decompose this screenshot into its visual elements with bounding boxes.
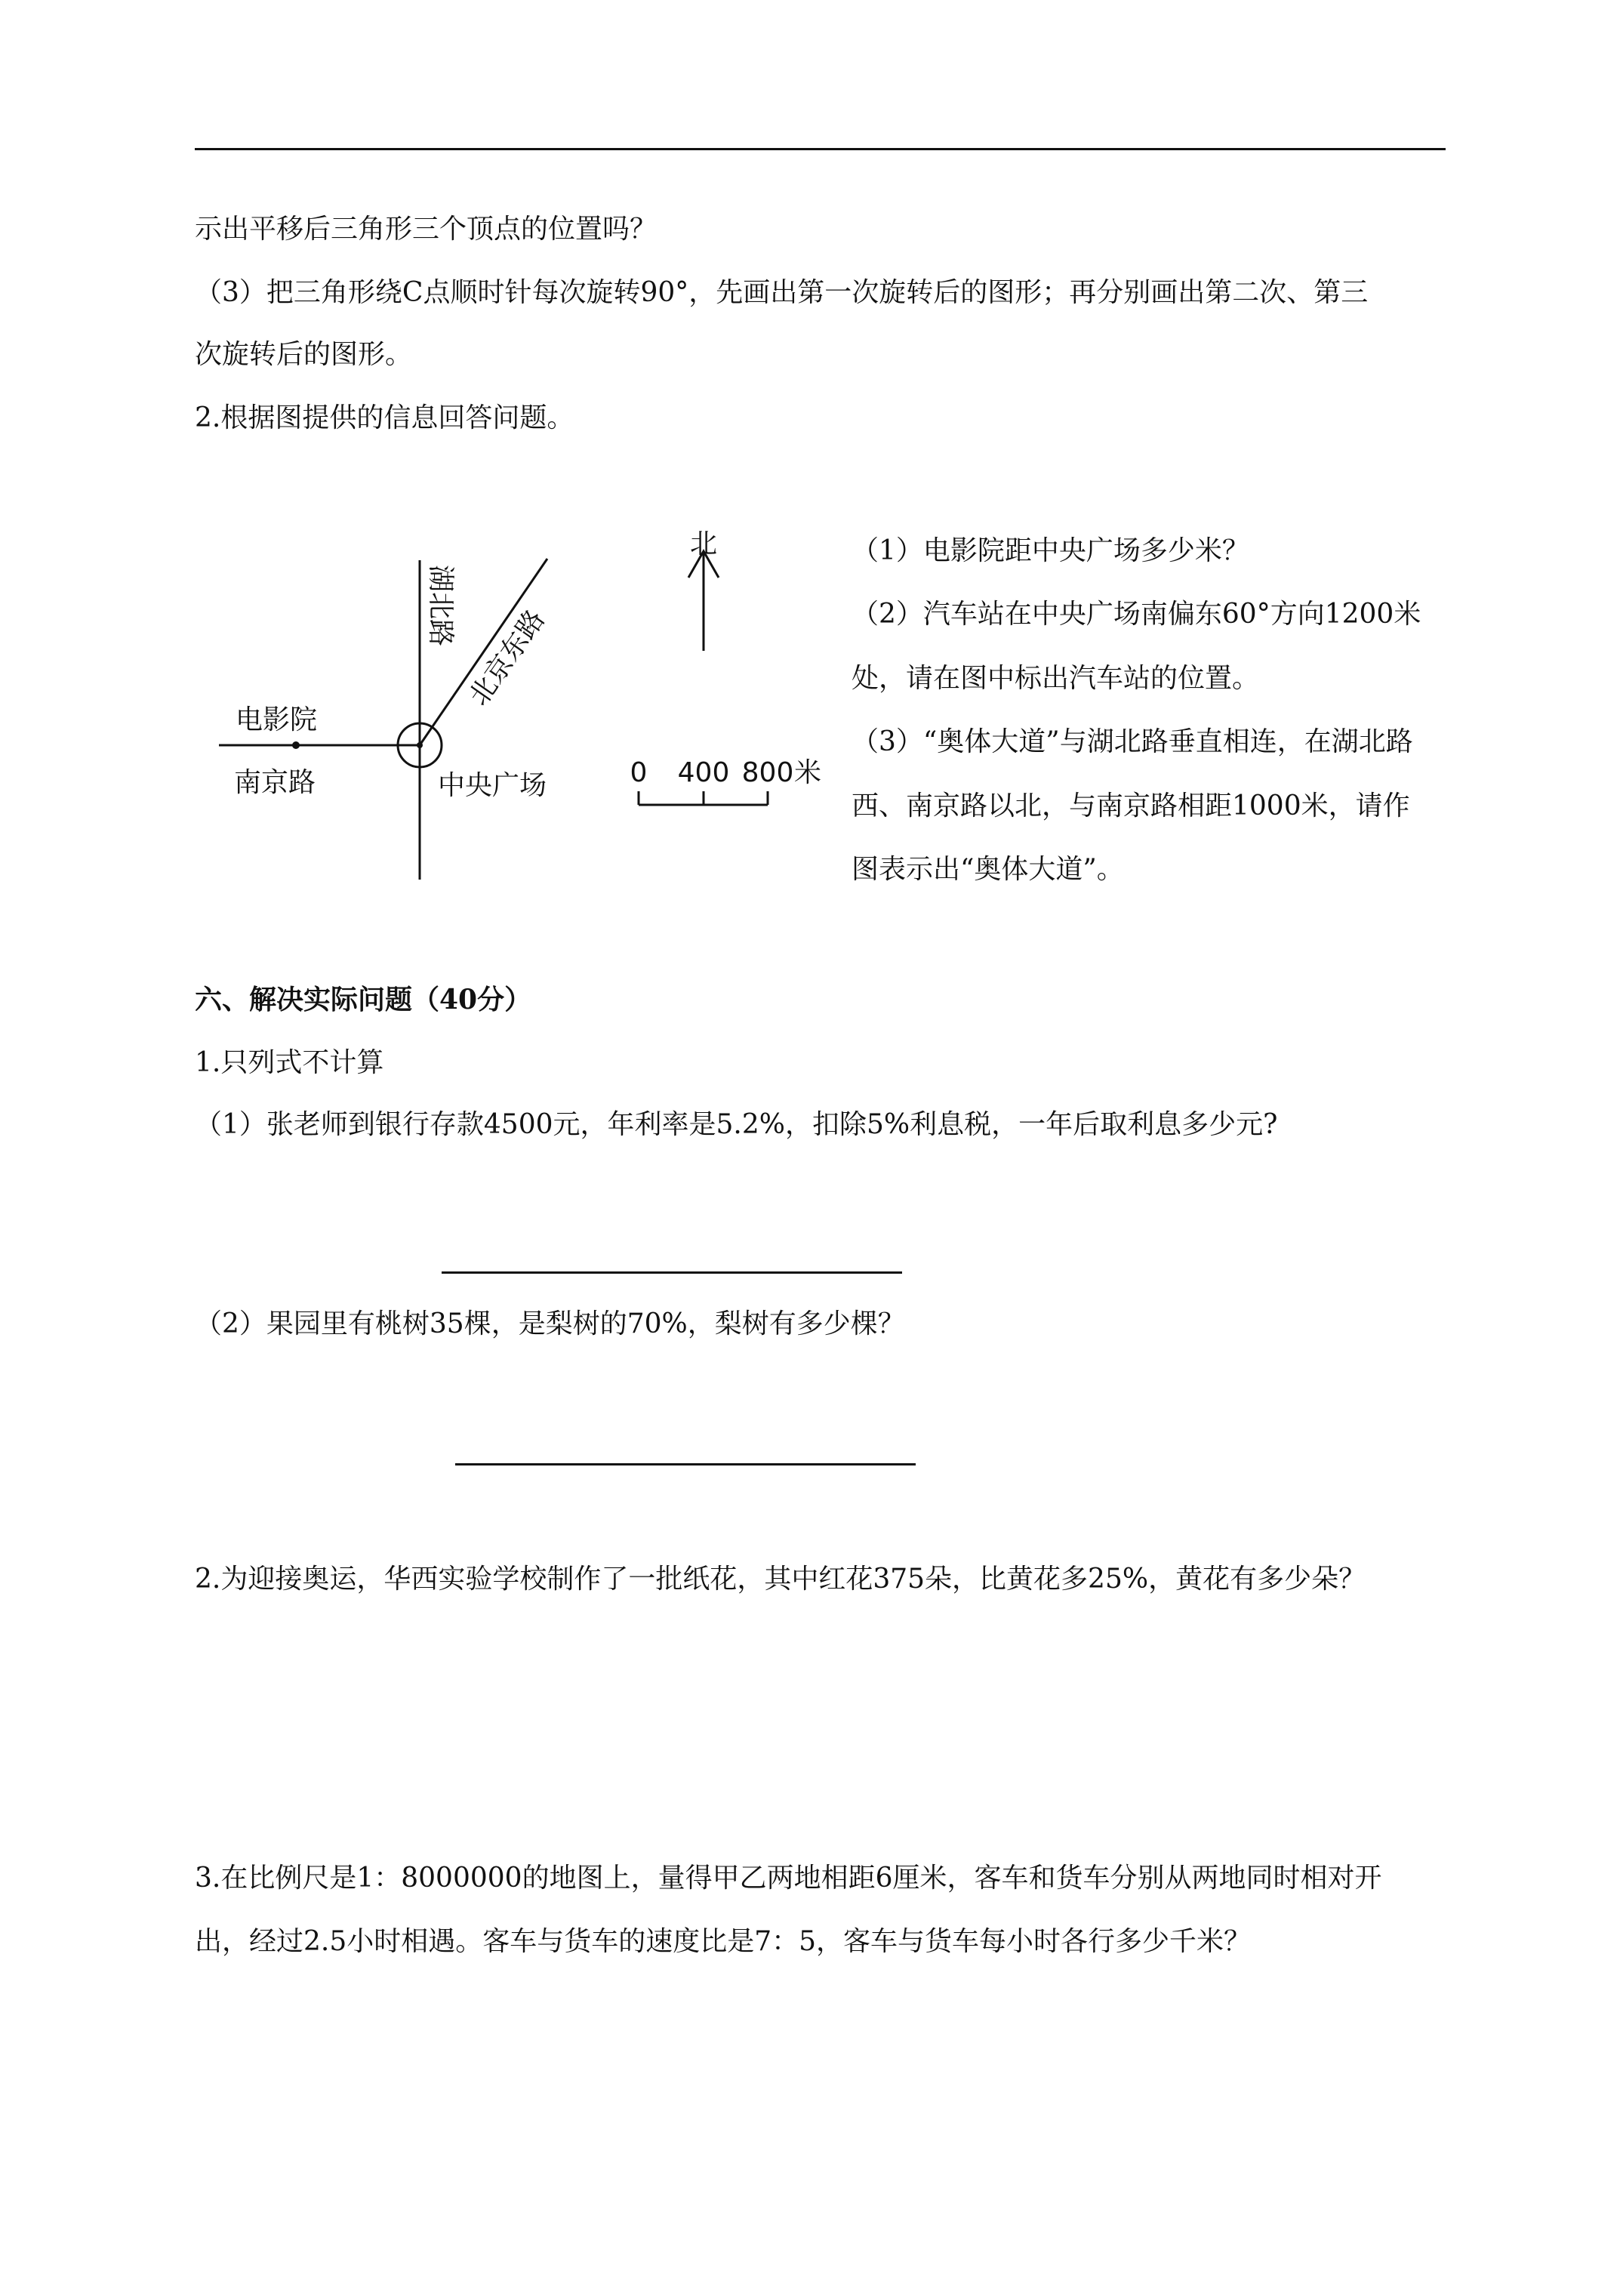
scale-label-0: 0 (630, 757, 648, 788)
nanjing-road-label: 南京路 (234, 767, 316, 798)
q5-part3-line-2: 次旋转后的图形。 (195, 339, 413, 370)
map-question-3-line-2: 西、南京路以北，与南京路相距1000米，请作 (852, 791, 1410, 821)
map-question-3-line-1: （3）“奥体大道”与湖北路垂直相连，在湖北路 (852, 726, 1413, 757)
central-plaza-dot (417, 742, 423, 748)
map-question-3-line-3: 图表示出“奥体大道”。 (852, 854, 1124, 885)
q5-continued-line: 示出平移后三角形三个顶点的位置吗？ (195, 214, 658, 245)
problem-1-title: 1.只列式不计算 (195, 1047, 384, 1078)
problem-3-line-1: 3.在比例尺是1：8000000的地图上，量得甲乙两地相距6厘米，客车和货车分别从两地同时相对开 (195, 1863, 1382, 1894)
scale-label-800: 800 (741, 757, 794, 788)
cinema-label: 电影院 (236, 704, 318, 735)
scale-label-400: 400 (677, 757, 730, 788)
q5-2-title: 2.根据图提供的信息回答问题。 (195, 402, 574, 433)
answer-line-1[interactable] (442, 1271, 902, 1274)
north-label: 北 (689, 529, 718, 559)
problem-1-q2: （2）果园里有桃树35棵，是梨树的70%，梨树有多少棵？ (195, 1308, 905, 1339)
answer-line-2[interactable] (455, 1463, 916, 1465)
scale-unit-label: 米 (793, 757, 822, 788)
map-question-2-line-1: （2）汽车站在中央广场南偏东60°方向1200米 (852, 599, 1421, 630)
section-6-heading: 六、解决实际问题（40分） (195, 984, 532, 1015)
map-question-2-line-2: 处，请在图中标出汽车站的位置。 (852, 663, 1260, 694)
q5-part3-line-1: （3）把三角形绕C点顺时针每次旋转90°，先画出第一次旋转后的图形；再分别画出第二次、第三 (195, 277, 1369, 308)
beijing-east-road-label: 北京东路 (463, 604, 551, 712)
problem-1-q1: （1）张老师到银行存款4500元，年利率是5.2%，扣除5%利息税，一年后取利息多少元? (195, 1109, 1278, 1140)
hubei-road-label: 湖北路 (425, 565, 456, 647)
central-plaza-label: 中央广场 (438, 770, 547, 801)
problem-3-line-2: 出，经过2.5小时相遇。客车与货车的速度比是7：5，客车与货车每小时各行多少千米？ (195, 1926, 1252, 1957)
map-question-1: （1）电影院距中央广场多少米？ (852, 535, 1249, 566)
cinema-dot (292, 741, 300, 749)
road-map-diagram (0, 0, 1623, 906)
problem-2: 2.为迎接奥运，华西实验学校制作了一批纸花，其中红花375朵，比黄花多25%，黄花有多少朵？ (195, 1564, 1366, 1595)
